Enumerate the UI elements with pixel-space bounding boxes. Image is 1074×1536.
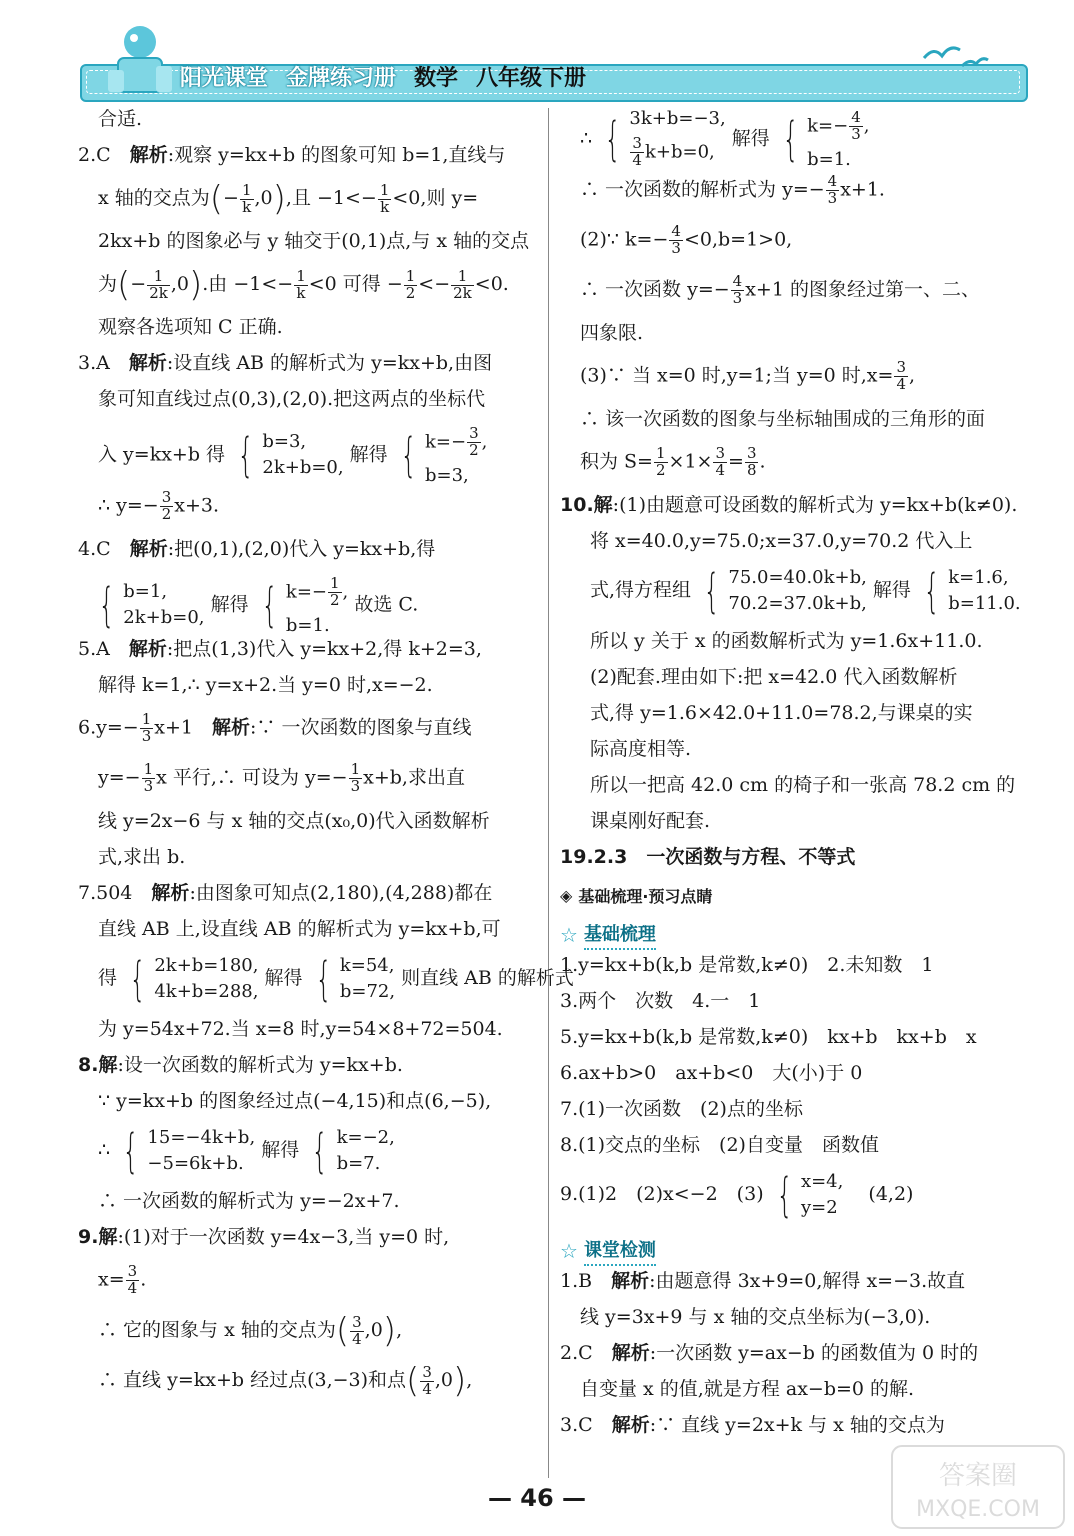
list-item: 5.y=kx+b(k,b 是常数,k≠0) kx+b kx+b x [560,1026,977,1048]
text-line: 积为 S= $\frac{1}{2}$ ×1× $\frac{3}{4}$ = $\frac{3}{8}$ . [580,444,766,479]
svg-text:MXQE.COM: MXQE.COM [916,1497,1040,1522]
list-item: 8.(1)交点的坐标 (2)自变量 函数值 [560,1134,879,1156]
answer-7: 7.504 解析:由图象可知点(2,180),(4,288)都在 [78,882,493,904]
list-item: 9.(1)2 (2)x<−2 (3) { x=4, y=2 (4,2) [560,1168,914,1222]
text-line: (2)配套.理由如下:把 x=42.0 代入函数解析 [590,666,958,688]
page-header [0,0,1074,110]
svg-text:答案圈: 答案圈 [938,1461,1018,1491]
equation-system-line: 入 y=kx+b 得 { b=3, 2k+b=0, 解得 { k=− $\frac{3}{2}$ , b=3, [98,424,488,486]
text-line: ∴ 一次函数 y=− $\frac{4}{3}$ x+1 的图象经过第一、二、 [580,272,980,307]
text-line: y=− $\frac{1}{3}$ x 平行,∴ 可设为 y=− $\frac{1}{3}$ x+b,求出直 [98,760,465,795]
text-line: 2kx+b 的图象必与 y 轴交于(0,1)点,与 x 轴的交点 [98,230,530,252]
text-line: 所以 y 关于 x 的函数解析式为 y=1.6x+11.0. [590,630,983,652]
heading-basics: ☆ 基础梳理 [560,920,656,950]
equation-system-line: ∴ { 3k+b=−3, $\frac{3}{4}$ k+b=0, 解得 { k=− $\frac{4}{3}$ , b=1. [580,108,870,170]
text-line: ∴ 直线 y=kx+b 经过点(3,−3)和点( $\frac{3}{4}$ ,0), [98,1361,473,1401]
text-line: 直线 AB 上,设直线 AB 的解析式为 y=kx+b,可 [98,918,501,940]
text-line: 观察各选项知 C 正确. [98,316,283,338]
answer-10: 10.解:(1)由题意可设函数的解析式为 y=kx+b(k≠0). [560,494,1018,516]
list-item: 6.ax+b>0 ax+b<0 大(小)于 0 [560,1062,863,1084]
mascot-logo-icon [100,20,180,96]
text-line: ∴ 该一次函数的图象与坐标轴围成的三角形的面 [580,408,986,430]
text-line: 为 y=54x+72.当 x=8 时,y=54×8+72=504. [98,1018,503,1040]
answer-5: 5.A 解析:把点(1,3)代入 y=kx+2,得 k+2=3, [78,638,482,660]
answer-4: 4.C 解析:把(0,1),(2,0)代入 y=kx+b,得 [78,538,436,560]
header-brand: 阳光课堂 [180,65,269,91]
list-item: 7.(1)一次函数 (2)点的坐标 [560,1098,803,1120]
heading-class-check: ☆ 课堂检测 [560,1236,656,1266]
text-line: ∵ y=kx+b 的图象经过点(−4,15)和点(6,−5), [98,1090,492,1112]
sub-heading: ◈ 基础梳理·预习点睛 [560,886,713,906]
equation-system-line: { b=1, 2k+b=0, 解得 { k=− $\frac{1}{2}$ , b=1. 故选 C. [98,574,419,636]
birds-icon [920,36,990,76]
text-line: x 轴的交点为(− $\frac{1}{k}$ ,0),且 −1<− $\frac{1}{k}$ <0,则 y= [98,179,479,219]
answer-8: 8.解:设一次函数的解析式为 y=kx+b. [78,1054,403,1076]
answer-3: 3.A 解析:设直线 AB 的解析式为 y=kx+b,由图 [78,352,493,374]
answer-2: 2.C 解析:观察 y=kx+b 的图象可知 b=1,直线与 [78,144,506,166]
text-line: ∴ 它的图象与 x 轴的交点为( $\frac{3}{4}$ ,0), [98,1311,403,1351]
page-number: — 46 — [487,1484,587,1512]
text-line: 式,求出 b. [98,846,186,868]
header-title [180,58,586,94]
text-line: 际高度相等. [590,738,692,760]
text-line: (3)∵ 当 x=0 时,y=1;当 y=0 时,x= $\frac{3}{4}$ , [580,358,916,393]
text-line: 自变量 x 的值,就是方程 ax−b=0 的解. [580,1378,915,1400]
answer-6: 6.y=− $\frac{1}{3}$ x+1 解析:∵ 一次函数的图象与直线 [78,710,472,745]
answer-c2: 2.C 解析:一次函数 y=ax−b 的函数值为 0 时的 [560,1342,979,1364]
text-line: 为(− $\frac{1}{2k}$ ,0).由 −1<− $\frac{1}{k}$ <0 可得 − $\frac{1}{2}$ <− $\frac{1}{2k}$ <0. [98,265,509,305]
text-line: 四象限. [580,322,644,344]
equation-system-line: 得 { 2k+b=180, 4k+b=288, 解得 { k=54, b=72, 则直线 AB 的解析式 [98,952,574,1006]
text-line: 解得 k=1,∴ y=x+2.当 y=0 时,x=−2. [98,674,433,696]
header-grade: 八年级下册 [476,65,587,91]
header-subject: 数学 [414,65,459,91]
star-icon: ☆ [560,1239,578,1263]
answer-c3: 3.C 解析:∵ 直线 y=2x+k 与 x 轴的交点为 [560,1414,945,1436]
text-line: x= $\frac{3}{4}$ . [98,1262,147,1297]
equation-system-line: 式,得方程组 { 75.0=40.0k+b, 70.2=37.0k+b, 解得 { k=1.6, b=11.0. [590,564,1021,618]
text-line: 课桌刚好配套. [590,810,711,832]
text-line: 式,得 y=1.6×42.0+11.0=78.2,与课桌的实 [590,702,973,724]
star-icon: ☆ [560,923,578,947]
list-item: 3.两个 次数 4.一 1 [560,990,761,1012]
section-title: 19.2.3 一次函数与方程、不等式 [560,846,856,868]
answer-9: 9.解:(1)对于一次函数 y=4x−3,当 y=0 时, [78,1226,450,1248]
text-line: 将 x=40.0,y=75.0;x=37.0,y=70.2 代入上 [590,530,973,552]
text-line: ∴ 一次函数的解析式为 y=−2x+7. [98,1190,400,1212]
text-line: 所以一把高 42.0 cm 的椅子和一张高 78.2 cm 的 [590,774,1016,796]
diamond-icon: ◈ [560,886,573,905]
text-line: ∴ 一次函数的解析式为 y=− $\frac{4}{3}$ x+1. [580,172,885,207]
column-divider [548,108,549,1478]
equation-system-line: ∴ { 15=−4k+b, −5=6k+b. 解得 { k=−2, b=7. [98,1124,395,1178]
text-line: 象可知直线过点(0,3),(2,0).把这两点的坐标代 [98,388,486,410]
header-series: 金牌练习册 [286,65,397,91]
text-line: 线 y=3x+9 与 x 轴的交点坐标为(−3,0). [580,1306,931,1328]
answer-c1: 1.B 解析:由题意得 3x+9=0,解得 x=−3.故直 [560,1270,966,1292]
text-line: ∴ y=− $\frac{3}{2}$ x+3. [98,488,220,523]
text-line: 线 y=2x−6 与 x 轴的交点(x₀,0)代入函数解析 [98,810,490,832]
text-line: 合适. [98,108,143,130]
list-item: 1.y=kx+b(k,b 是常数,k≠0) 2.未知数 1 [560,954,934,976]
text-line: (2)∵ k=− $\frac{4}{3}$ <0,b=1>0, [580,222,793,257]
watermark-logo [888,1442,1068,1532]
